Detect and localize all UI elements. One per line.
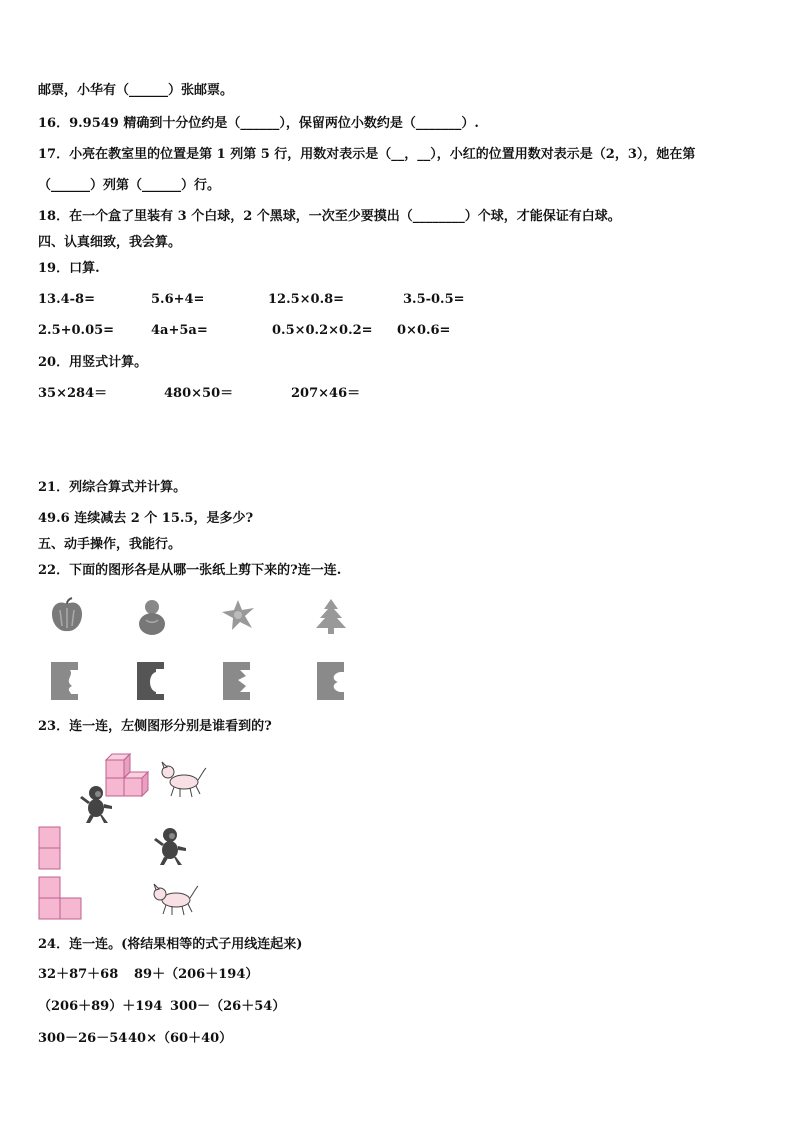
apple-shape-icon	[50, 598, 84, 634]
mental-item: 0.5×0.2×0.2=	[272, 323, 373, 338]
view-vertical-icon	[38, 826, 62, 870]
mental-item: 12.5×0.8=	[268, 292, 345, 307]
question-24: 24．连一连。(将结果相等的式子用线连起来)	[38, 937, 303, 952]
monkey-icon	[152, 826, 188, 866]
question-21: 21．列综合算式并计算。	[38, 480, 187, 495]
dog-icon	[158, 760, 208, 800]
gourd-shape-icon	[136, 598, 168, 636]
question-22: 22．下面的图形各是从哪一张纸上剪下来的?连一连.	[38, 563, 342, 578]
section-5-heading: 五、动手操作，我能行。	[38, 537, 182, 552]
section-4-heading: 四、认真细致，我会算。	[38, 235, 182, 250]
q24-right-expr: 89＋（206＋194）	[134, 967, 259, 982]
view-l-shape-icon	[38, 876, 84, 920]
paper-piece-icon	[136, 660, 166, 702]
question-18: 18．在一个盒了里装有 3 个白球，2 个黑球，一次至少要摸出（________）个球，才能保证有白球。	[38, 209, 621, 224]
mental-item: 5.6+4=	[151, 292, 205, 307]
flower-shape-icon	[220, 598, 256, 632]
mental-item: 3.5-0.5=	[403, 292, 465, 307]
question-21-text: 49.6 连续减去 2 个 15.5，是多少?	[38, 511, 254, 526]
question-17-line2: （______）列第（______）行。	[38, 178, 221, 193]
dog-icon	[150, 880, 200, 920]
q15-tail: 邮票，小华有（______）张邮票。	[38, 83, 234, 98]
question-17-line1: 17．小亮在教室里的位置是第 1 列第 5 行，用数对表示是（__，__），小红的位置用数对表示是（2，3），她在第	[38, 147, 696, 162]
tree-shape-icon	[314, 598, 348, 634]
q24-left-expr: 32＋87＋68	[38, 967, 119, 982]
q24-left-expr: （206＋89）＋194	[38, 999, 163, 1014]
q24-left-expr: 300－26－54	[38, 1031, 128, 1046]
vertical-item: 35×284＝	[38, 386, 108, 401]
vertical-item: 207×46＝	[291, 386, 361, 401]
question-16: 16．9.9549 精确到十分位约是（______），保留两位小数约是（_______）.	[38, 116, 479, 131]
q24-right-expr: 40×（60＋40）	[128, 1031, 233, 1046]
mental-item: 0×0.6=	[397, 323, 451, 338]
question-20: 20．用竖式计算。	[38, 355, 148, 370]
question-19: 19．口算.	[38, 261, 100, 276]
mental-item: 13.4-8=	[38, 292, 95, 307]
paper-piece-icon	[222, 660, 252, 702]
vertical-item: 480×50＝	[164, 386, 234, 401]
mental-item: 4a+5a=	[151, 323, 208, 338]
paper-piece-icon	[50, 660, 80, 702]
paper-piece-icon	[316, 660, 346, 702]
question-23: 23．连一连，左侧图形分别是谁看到的?	[38, 719, 272, 734]
q24-right-expr: 300－（26＋54）	[170, 999, 286, 1014]
mental-item: 2.5+0.05=	[38, 323, 115, 338]
monkey-icon	[78, 784, 114, 824]
